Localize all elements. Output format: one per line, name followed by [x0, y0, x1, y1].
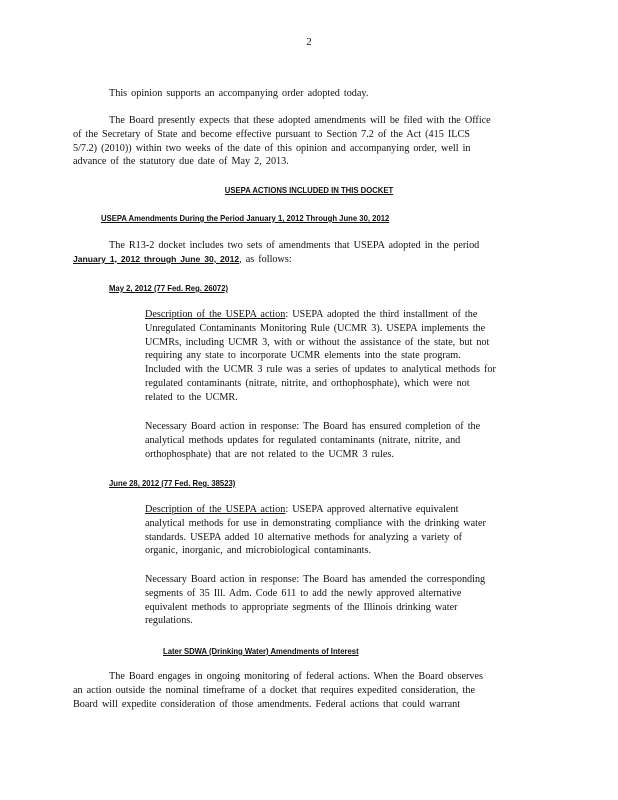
- citation-may-2-2012: May 2, 2012 (77 Fed. Reg. 26072): [109, 283, 229, 293]
- paragraph-line: Unregulated Contaminants Monitoring Rule (UCMR 3). USEPA implements the: [145, 322, 486, 334]
- paragraph-line: Included with the UCMR 3 rule was a series of updates to analytical methods for: [145, 364, 496, 376]
- entry1-description: [145, 308, 537, 405]
- description-label: Description of the USEPA action: [145, 309, 286, 320]
- paragraph-line: [145, 503, 537, 517]
- paragraph-docket-includes: [73, 239, 530, 267]
- entry2-description: [145, 503, 537, 558]
- paragraph-line: of the Secretary of State and become effective pursuant to Section 7.2 of the Act (415 ILCS: [73, 128, 470, 140]
- paragraph-line: orthophosphate) that are not related to the UCMR 3 rules.: [145, 448, 394, 460]
- paragraph-line: regulated contaminants (nitrate, nitrite, and orthophosphate), which were not: [145, 377, 470, 389]
- paragraph-line: Necessary Board action in response: The Board has ensured completion of the: [145, 421, 481, 432]
- paragraph-line: This opinion supports an accompanying order adopted today.: [109, 88, 369, 99]
- heading-usepa-actions: USEPA ACTIONS INCLUDED IN THIS DOCKET: [224, 185, 394, 195]
- paragraph-line: The Board presently expects that these adopted amendments will be filed with the Office: [109, 115, 491, 126]
- paragraph-line: related to the UCMR.: [145, 391, 238, 403]
- heading-later-sdwa-amendments: Later SDWA (Drinking Water) Amendments of Interest: [163, 646, 359, 656]
- page-number: 2: [306, 36, 312, 48]
- entry2-board-action: [145, 573, 537, 628]
- paragraph-line: Board will expedite consideration of those amendments. Federal actions that could warrant: [73, 698, 461, 710]
- paragraph-filing-expectation: [73, 114, 530, 169]
- paragraph-line-rest: , as follows:: [239, 253, 292, 265]
- paragraph-line: organic, inorganic, and microbiological contaminants.: [145, 545, 372, 557]
- paragraph-line: [73, 253, 530, 267]
- paragraph-ongoing-monitoring: [73, 670, 530, 711]
- paragraph-line: Necessary Board action in response: The Board has amended the corresponding: [145, 574, 486, 585]
- paragraph-line: requiring any state to incorporate UCMR elements into the state program.: [145, 350, 461, 362]
- paragraph-line: advance of the statutory due date of May 2, 2013.: [73, 156, 289, 168]
- citation-june-28-2012: June 28, 2012 (77 Fed. Reg. 38523): [109, 478, 236, 488]
- description-text: : USEPA approved alternative equivalent: [285, 504, 459, 515]
- paragraph-line: regulations.: [145, 615, 193, 627]
- paragraph-line: The Board engages in ongoing monitoring of federal actions. When the Board observes: [109, 671, 483, 682]
- paragraph-line: standards. USEPA added 10 alternative methods for analyzing a variety of: [145, 531, 463, 543]
- paragraph-line: analytical methods for use in demonstrating compliance with the drinking water: [145, 517, 486, 529]
- paragraph-line: analytical methods updates for regulated contaminants (nitrate, nitrite, and: [145, 434, 461, 446]
- paragraph-line: [145, 308, 537, 322]
- paragraph-line: UCMRs, including UCMR 3, with or without the assistance of the state, but not: [145, 336, 490, 348]
- paragraph-line: equivalent methods to appropriate segments of the Illinois drinking water: [145, 601, 458, 613]
- paragraph-line: an action outside the nominal timeframe of a docket that requires expedited consideration, the: [73, 684, 475, 696]
- description-label: Description of the USEPA action: [145, 504, 286, 515]
- heading-usepa-amendments-period: USEPA Amendments During the Period January 1, 2012 Through June 30, 2012: [101, 213, 390, 223]
- paragraph-opinion-supports: [109, 87, 529, 101]
- period-date-range: January 1, 2012 through June 30, 2012: [73, 253, 240, 264]
- description-text: : USEPA adopted the third installment of the: [285, 309, 478, 320]
- paragraph-line: The R13-2 docket includes two sets of amendments that USEPA adopted in the period: [109, 240, 480, 251]
- entry1-board-action: [145, 420, 537, 461]
- paragraph-line: segments of 35 Ill. Adm. Code 611 to add the newly approved alternative: [145, 587, 462, 599]
- paragraph-line: 5/7.2) (2010)) within two weeks of the date of this opinion and accompanying order, well in: [73, 142, 471, 154]
